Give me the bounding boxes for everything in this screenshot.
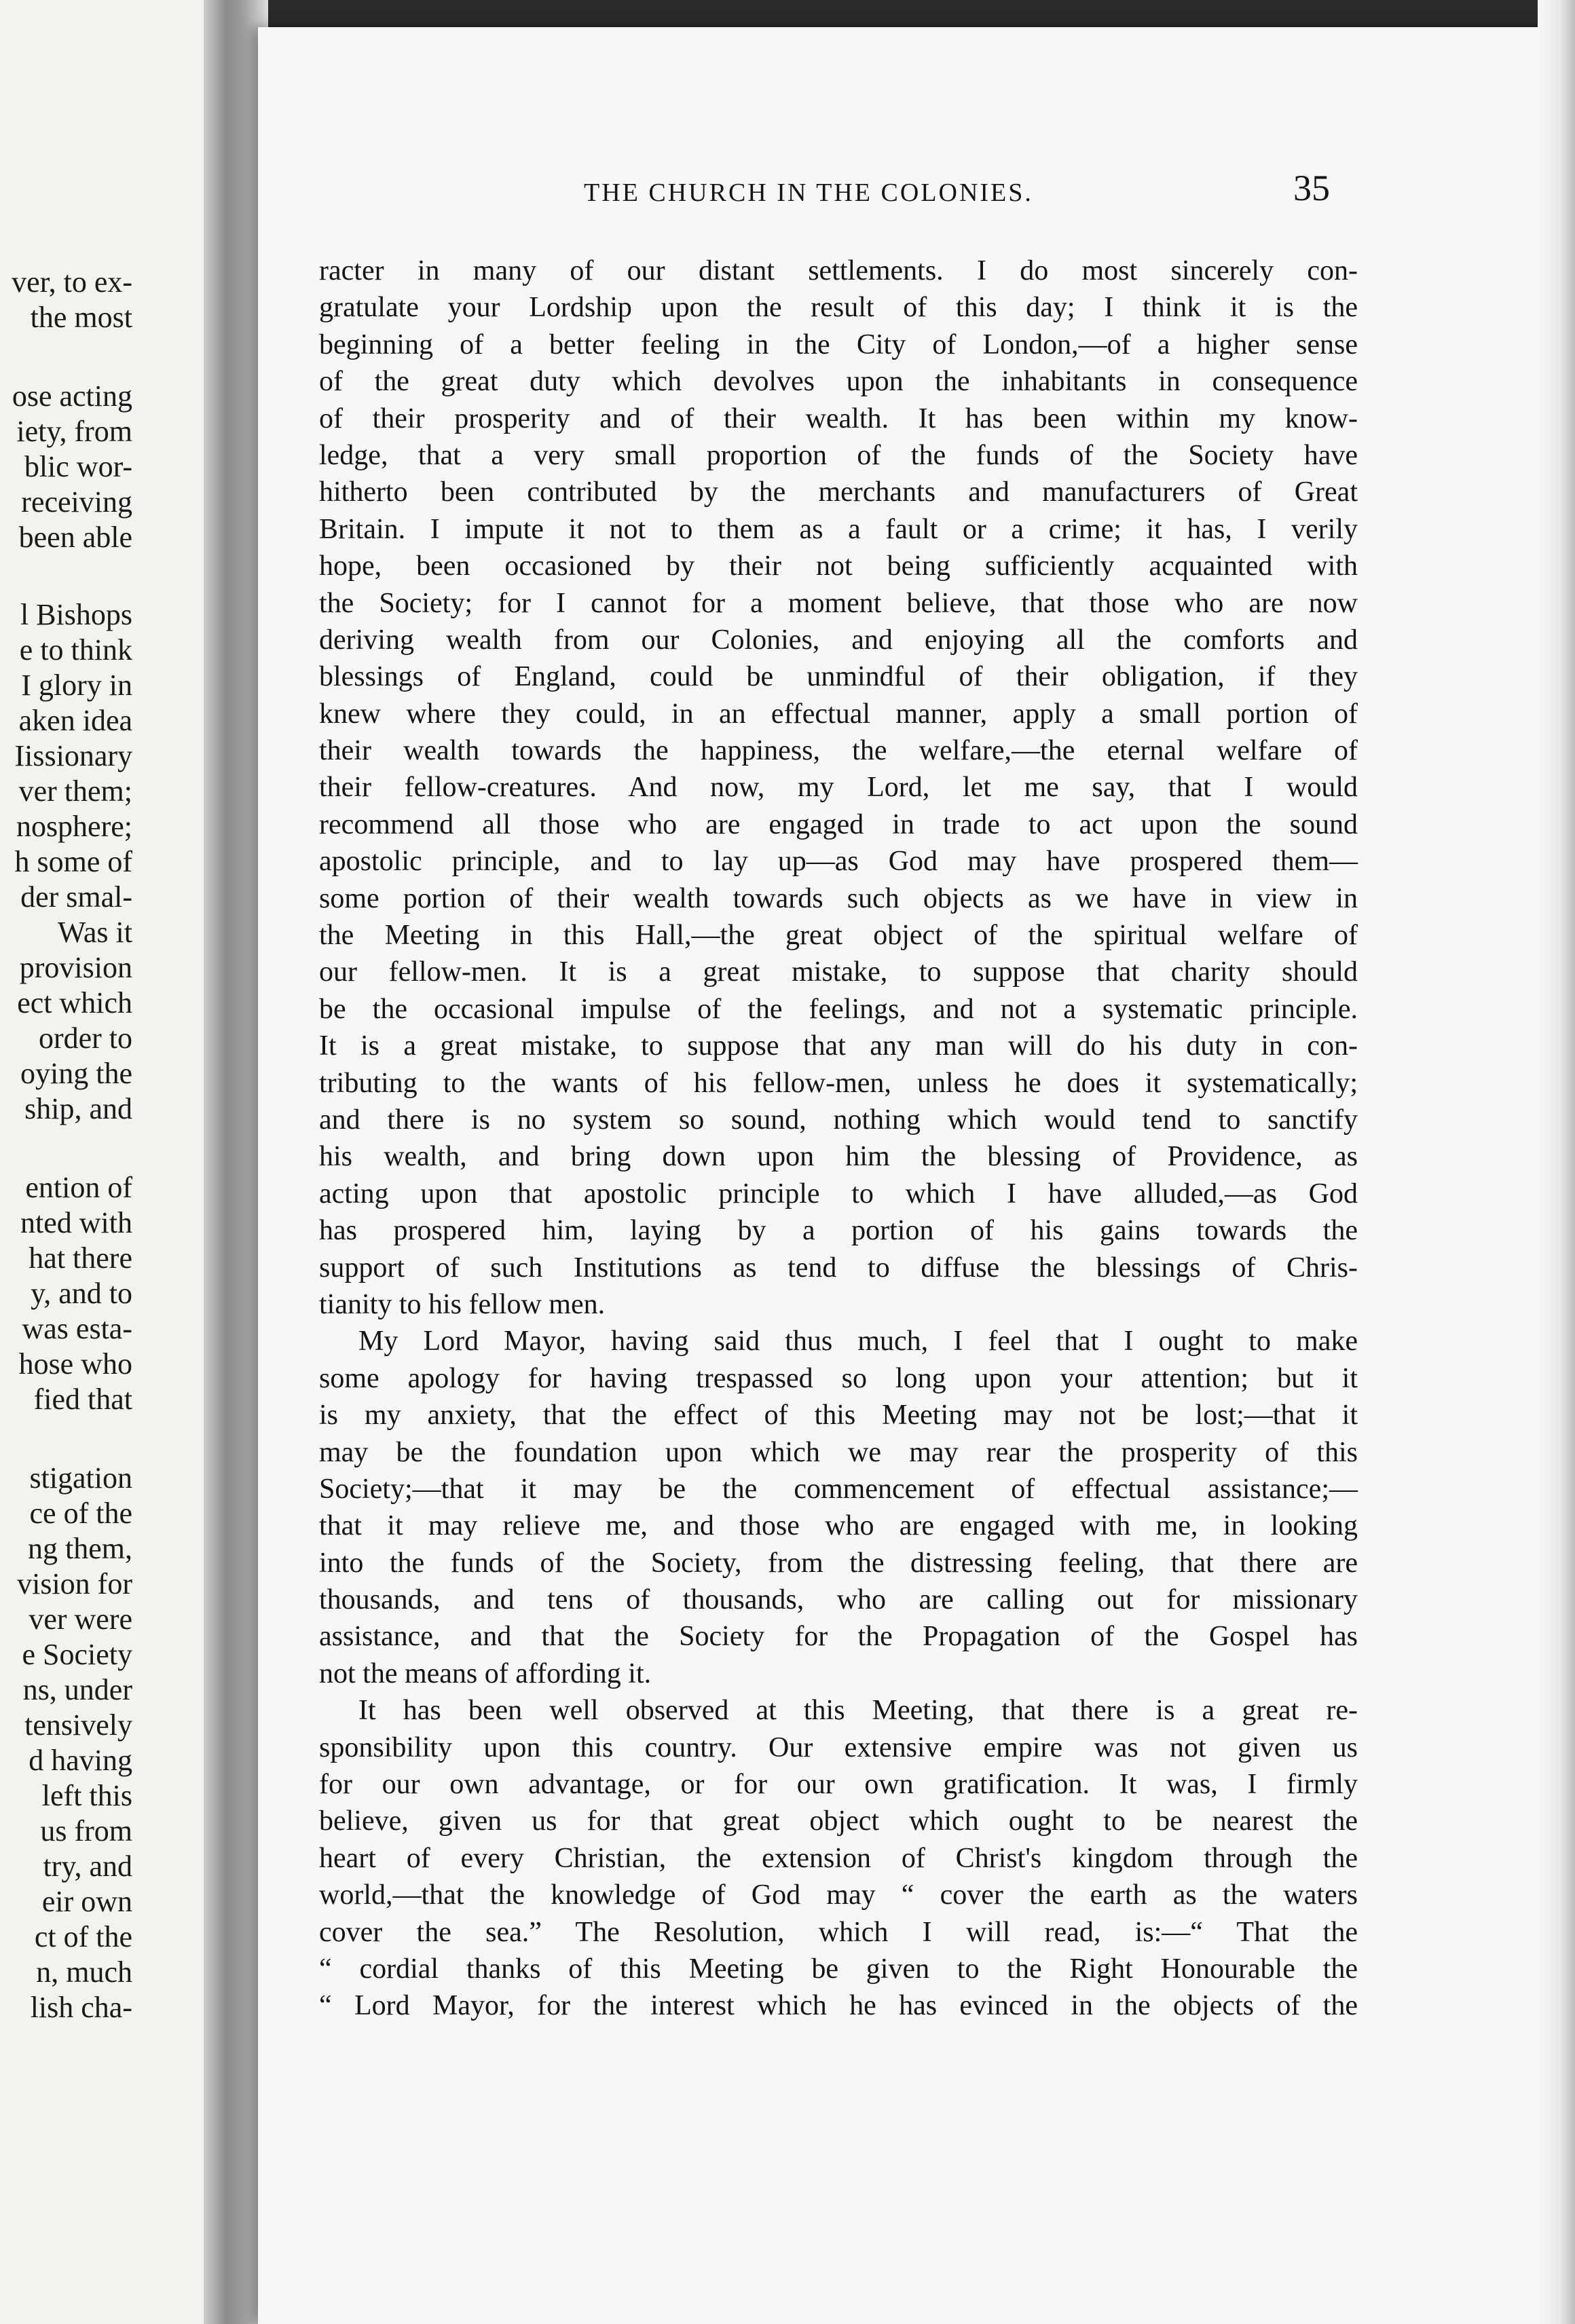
left-page-fragment: tensively: [24, 1708, 132, 1742]
left-page-fragment: d having: [29, 1744, 132, 1777]
text-line: and there is no system so sound, nothing which would tend to sanctify: [319, 1104, 1358, 1136]
left-page-fragment: try, and: [43, 1850, 132, 1883]
left-page-fragment: left this: [41, 1779, 132, 1812]
left-page-fragment: ns, under: [22, 1673, 132, 1706]
text-line: It has been well observed at this Meeting, that there is a great re-: [358, 1695, 1358, 1727]
text-line: the Meeting in this Hall,—the great object of the spiritual welfare of: [319, 920, 1358, 952]
text-line: racter in many of our distant settlements. I do most sincerely con-: [319, 255, 1358, 286]
text-line: hope, been occasioned by their not being sufficiently acquainted with: [319, 550, 1358, 582]
left-page-fragment: lish cha-: [30, 1991, 132, 2024]
left-page-fragment: oying the: [20, 1057, 132, 1090]
left-page-fragment: order to: [38, 1022, 132, 1055]
text-line: of their prosperity and of their wealth. It has been within my know-: [319, 402, 1358, 434]
left-page-fragment: nosphere;: [16, 810, 132, 843]
left-page-fragment: I glory in: [21, 669, 132, 702]
left-page-fragment: provision: [19, 951, 132, 984]
left-page-fragment: hat there: [29, 1241, 132, 1275]
text-line: assistance, and that the Society for the Propagation of the Gospel has: [319, 1621, 1358, 1653]
left-page-fragment: ship, and: [24, 1092, 132, 1125]
left-page-fragment: ect which: [17, 986, 132, 1019]
text-line: hitherto been contributed by the merchants and manufacturers of Great: [319, 476, 1358, 508]
text-line: not the means of affording it.: [319, 1657, 652, 1689]
text-line: their wealth towards the happiness, the welfare,—the eternal welfare of: [319, 735, 1358, 767]
text-line: knew where they could, in an effectual manner, apply a small portion of: [319, 698, 1358, 730]
left-page-fragment: ce of the: [29, 1497, 132, 1530]
text-line: believe, given us for that great object which ought to be nearest the: [319, 1805, 1358, 1837]
text-line: Society;—that it may be the commencement of effectual assistance;—: [319, 1473, 1358, 1505]
text-line: acting upon that apostolic principle to which I have alluded,—as God: [319, 1178, 1358, 1210]
text-line: Britain. I impute it not to them as a fault or a crime; it has, I verily: [319, 513, 1358, 545]
text-line: for our own advantage, or for our own gratification. It was, I firmly: [319, 1769, 1358, 1801]
left-page-fragment: stigation: [29, 1461, 132, 1495]
left-page-fragment: receiving: [21, 485, 132, 519]
text-line: My Lord Mayor, having said thus much, I feel that I ought to make: [358, 1326, 1358, 1357]
text-line: of the great duty which devolves upon the inhabitants in consequence: [319, 366, 1358, 398]
text-line: is my anxiety, that the effect of this Meeting may not be lost;—that it: [319, 1400, 1358, 1431]
text-line: cover the sea.” The Resolution, which I will read, is:—“ That the: [319, 1916, 1358, 1948]
left-page-fragment: ct of the: [34, 1920, 132, 1953]
text-line: may be the foundation upon which we may rear the prosperity of this: [319, 1436, 1358, 1468]
left-page-fragment: ng them,: [28, 1532, 132, 1565]
text-line: apostolic principle, and to lay up—as God may have prospered them—: [319, 846, 1358, 878]
text-line: support of such Institutions as tend to diffuse the blessings of Chris-: [319, 1252, 1358, 1283]
text-line: blessings of England, could be unmindful of their obligation, if they: [319, 661, 1358, 693]
text-line: be the occasional impulse of the feelings, and not a systematic principle.: [319, 993, 1358, 1025]
running-head: THE CHURCH IN THE COLONIES.: [584, 179, 1033, 207]
text-line: thousands, and tens of thousands, who are calling out for missionary: [319, 1584, 1358, 1616]
text-line: beginning of a better feeling in the City of London,—of a higher sense: [319, 329, 1358, 360]
left-page-fragment: n, much: [36, 1955, 132, 1989]
body-text: [319, 252, 1358, 2025]
text-line: recommend all those who are engaged in trade to act upon the sound: [319, 808, 1358, 840]
text-line: that it may relieve me, and those who are engaged with me, in looking: [319, 1510, 1358, 1542]
text-line: his wealth, and bring down upon him the blessing of Providence, as: [319, 1141, 1358, 1173]
left-page-fragment: ver, to ex-: [12, 265, 132, 299]
left-page-fragment: fied that: [33, 1383, 132, 1416]
text-line: some apology for having trespassed so long upon your attention; but it: [319, 1362, 1358, 1394]
text-line: their fellow-creatures. And now, my Lord, let me say, that I would: [319, 772, 1358, 804]
text-line: ledge, that a very small proportion of the funds of the Society have: [319, 439, 1358, 471]
left-page-fragment: been able: [18, 521, 132, 554]
text-line: world,—that the knowledge of God may “ cover the earth as the waters: [319, 1879, 1358, 1911]
left-page-fragment: nted with: [20, 1206, 132, 1239]
left-page-fragment: ver were: [29, 1603, 132, 1636]
text-line: tributing to the wants of his fellow-men, unless he does it systematically;: [319, 1067, 1358, 1099]
text-line: the Society; for I cannot for a moment believe, that those who are now: [319, 587, 1358, 619]
text-line: “ Lord Mayor, for the interest which he has evinced in the objects of the: [319, 1990, 1358, 2022]
left-page-fragment: the most: [30, 301, 132, 334]
left-page-fragment: e Society: [22, 1638, 132, 1671]
left-page-fragment: Iissionary: [14, 739, 132, 772]
text-line: sponsibility upon this country. Our extensive empire was not given us: [319, 1731, 1358, 1763]
left-page-fragment: eir own: [41, 1885, 132, 1918]
left-page-fragment: vision for: [17, 1567, 132, 1600]
text-line: deriving wealth from our Colonies, and enjoying all the comforts and: [319, 624, 1358, 656]
left-page-fragment: hose who: [18, 1347, 132, 1381]
left-page-fragment: ver them;: [18, 774, 132, 808]
text-line: It is a great mistake, to suppose that any man will do his duty in con-: [319, 1030, 1358, 1062]
text-line: has prospered him, laying by a portion of his gains towards the: [319, 1215, 1358, 1247]
left-page-fragment: aken idea: [18, 704, 132, 737]
left-page-fragment: h some of: [14, 845, 132, 878]
page-edge: [1538, 0, 1575, 2324]
text-line: heart of every Christian, the extension of Christ's kingdom through the: [319, 1842, 1358, 1874]
text-line: into the funds of the Society, from the distressing feeling, that there are: [319, 1547, 1358, 1579]
left-page-fragment: iety, from: [16, 415, 132, 448]
left-page-fragment: ose acting: [12, 379, 132, 413]
left-page-fragment: y, and to: [31, 1277, 132, 1310]
left-page: [0, 0, 204, 2324]
page-number: 35: [1293, 168, 1330, 208]
text-line: gratulate your Lordship upon the result of this day; I think it is the: [319, 292, 1358, 324]
left-page-fragment: e to think: [19, 633, 132, 667]
text-line: “ cordial thanks of this Meeting be given to the Right Honourable the: [319, 1953, 1358, 1985]
left-page-fragment: l Bishops: [20, 598, 132, 631]
left-page-fragment: blic wor-: [24, 450, 132, 483]
left-page-fragment: Was it: [57, 916, 132, 949]
left-page-fragment: ention of: [25, 1171, 132, 1204]
text-line: tianity to his fellow men.: [319, 1288, 606, 1320]
text-line: our fellow-men. It is a great mistake, to suppose that charity should: [319, 956, 1358, 988]
text-line: some portion of their wealth towards such objects as we have in view in: [319, 882, 1358, 914]
left-page-fragment: us from: [40, 1814, 132, 1848]
left-page-fragment: was esta-: [22, 1312, 132, 1345]
left-page-fragment: der smal-: [20, 880, 132, 914]
